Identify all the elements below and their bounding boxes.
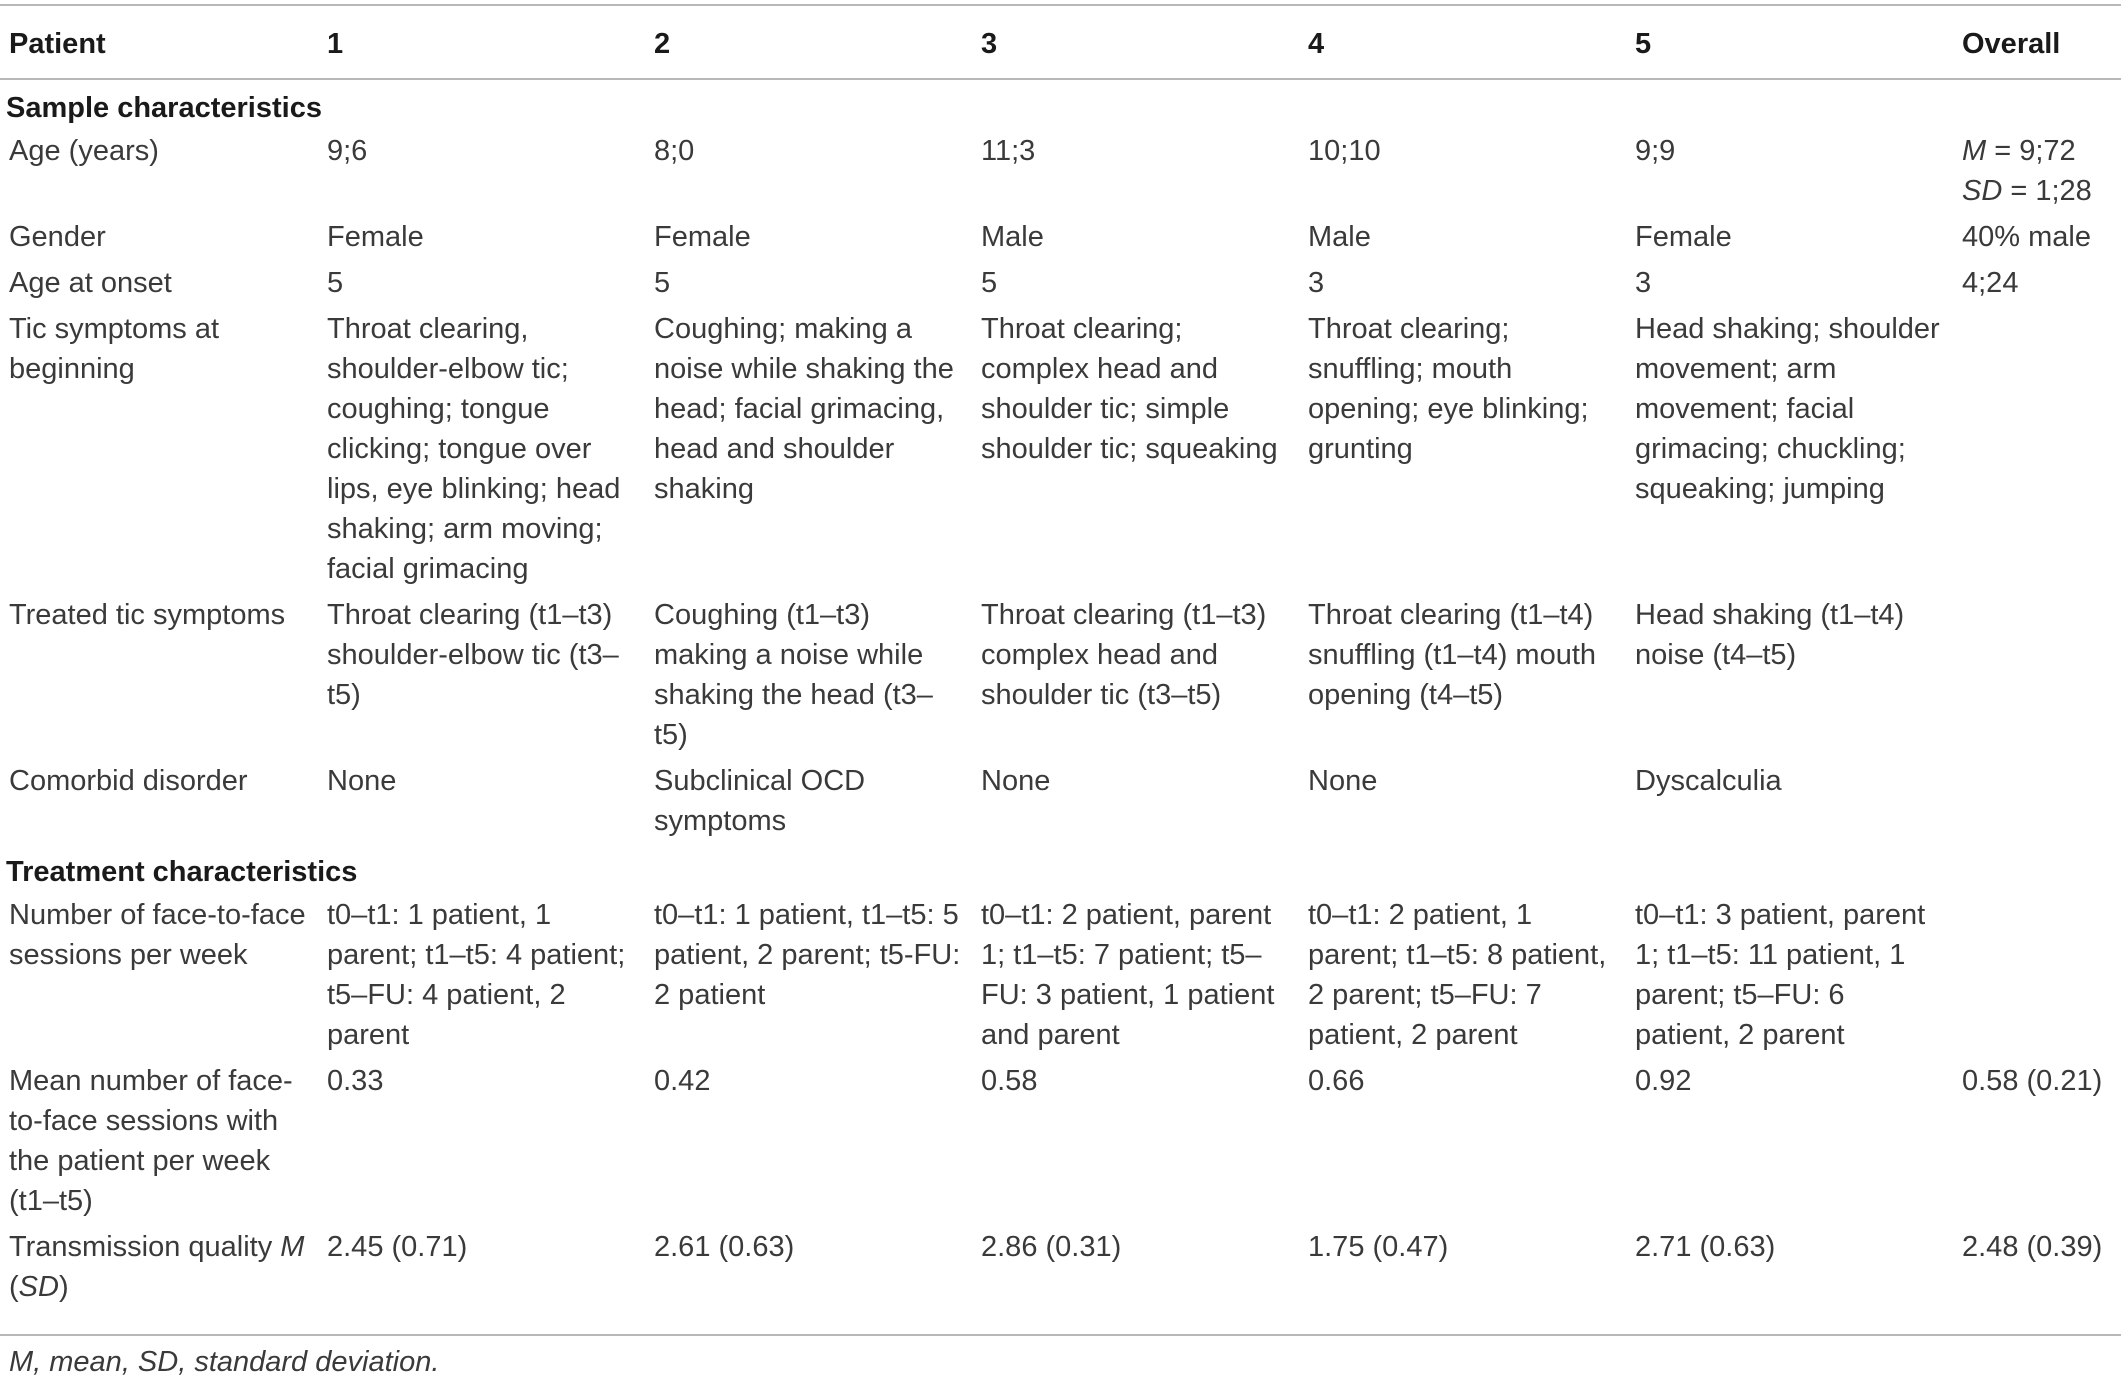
- table-cell: 3: [1308, 267, 1325, 299]
- header-overall: Overall: [1962, 28, 2061, 60]
- overall-cell: 40% male: [1962, 221, 2091, 253]
- table-cell: Male: [1308, 221, 1371, 253]
- sd-symbol: SD: [18, 1271, 59, 1303]
- header-patient: Patient: [9, 28, 106, 60]
- table-row: [0, 260, 2121, 306]
- row-label: Age (years): [9, 135, 159, 167]
- table-cell: 0.58: [981, 1065, 1038, 1097]
- table-cell: 5: [654, 267, 671, 299]
- overall-sd-line: [1962, 171, 2115, 211]
- table-header-row: [0, 5, 2121, 79]
- table-cell: t0–t1: 1 patient, 1 parent; t1–t5: 4 patient; t5–FU: 4 patient, 2 parent: [327, 899, 626, 1051]
- table-cell: 2.86 (0.31): [981, 1231, 1122, 1263]
- row-label: [0, 1224, 327, 1310]
- mean-value: = 9;72: [1986, 135, 2076, 167]
- label-text: Transmission quality: [9, 1231, 281, 1263]
- header-patient-2: 2: [654, 28, 671, 60]
- header-patient-5: 5: [1635, 28, 1652, 60]
- table-cell: t0–t1: 3 patient, parent 1; t1–t5: 11 patient, 1 parent; t5–FU: 6 patient, 2 parent: [1635, 899, 1926, 1051]
- sd-symbol: SD: [1962, 175, 2003, 207]
- table-cell: t0–t1: 2 patient, parent 1; t1–t5: 7 patient; t5–FU: 3 patient, 1 patient and parent: [981, 899, 1275, 1051]
- header-patient-1: 1: [327, 28, 344, 60]
- table-cell: 0.33: [327, 1065, 384, 1097]
- table-cell: Head shaking; shoulder movement; arm movement; facial grimacing; chuckling; squeaking; jumping: [1635, 313, 1940, 505]
- table-cell: Female: [1635, 221, 1732, 253]
- table-cell: 2.45 (0.71): [327, 1231, 468, 1263]
- table-row: [0, 128, 2121, 214]
- label-text: (: [9, 1271, 19, 1303]
- table-cell: 0.66: [1308, 1065, 1365, 1097]
- overall-cell: [1962, 306, 2121, 592]
- row-label: Treated tic symptoms: [9, 599, 286, 631]
- overall-cell: [1962, 892, 2121, 1058]
- table-cell: Throat clearing (t1–t4) snuffling (t1–t4) mouth opening (t4–t5): [1308, 599, 1597, 711]
- table-row: [0, 592, 2121, 758]
- table-cell: Throat clearing, shoulder-elbow tic; coughing; tongue clicking; tongue over lips, eye blinking; head shaking; arm moving; facial grimacing: [327, 313, 621, 585]
- overall-mean-line: [1962, 131, 2115, 171]
- table-cell: 0.92: [1635, 1065, 1692, 1097]
- mean-symbol: M: [1962, 135, 1987, 167]
- section-row-sample: [0, 79, 2121, 128]
- table-row: [0, 1224, 2121, 1310]
- overall-cell: 4;24: [1962, 267, 2019, 299]
- table-cell: 8;0: [654, 135, 695, 167]
- row-label: Mean number of face-to-face sessions with the patient per week (t1–t5): [9, 1065, 293, 1217]
- row-label: Age at onset: [9, 267, 172, 299]
- overall-cell: [1962, 758, 2121, 844]
- table-cell: Head shaking (t1–t4) noise (t4–t5): [1635, 599, 1905, 671]
- table-cell: 2.71 (0.63): [1635, 1231, 1776, 1263]
- overall-cell: 2.48 (0.39): [1962, 1231, 2103, 1263]
- table-cell: Female: [654, 221, 751, 253]
- table-cell: Coughing; making a noise while shaking the head; facial grimacing, head and shoulder shaking: [654, 313, 954, 505]
- table-cell: None: [327, 765, 397, 797]
- table-cell: Female: [327, 221, 424, 253]
- mean-symbol: M: [280, 1231, 305, 1263]
- overall-cell: [1962, 128, 2121, 214]
- table-cell: 5: [327, 267, 344, 299]
- table-cell: Throat clearing (t1–t3) complex head and shoulder tic (t3–t5): [981, 599, 1267, 711]
- table-cell: 0.42: [654, 1065, 711, 1097]
- overall-cell: 0.58 (0.21): [1962, 1065, 2103, 1097]
- table-cell: Throat clearing; complex head and shoulder tic; simple shoulder tic; squeaking: [981, 313, 1278, 465]
- section-row-treatment: [0, 844, 2121, 892]
- table-cell: Dyscalculia: [1635, 765, 1782, 797]
- table-cell: 11;3: [981, 135, 1036, 167]
- table-cell: Throat clearing; snuffling; mouth opening; eye blinking; grunting: [1308, 313, 1589, 465]
- overall-cell: [1962, 592, 2121, 758]
- row-label: Gender: [9, 221, 106, 253]
- table-cell: 10;10: [1308, 135, 1381, 167]
- row-label: Comorbid disorder: [9, 765, 248, 797]
- section-title: Sample characteristics: [6, 92, 322, 124]
- table-cell: 9;6: [327, 135, 368, 167]
- sd-value: = 1;28: [2002, 175, 2092, 207]
- table-cell: t0–t1: 2 patient, 1 parent; t1–t5: 8 patient, 2 parent; t5–FU: 7 patient, 2 parent: [1308, 899, 1607, 1051]
- table-cell: 3: [1635, 267, 1652, 299]
- table-cell: 5: [981, 267, 998, 299]
- table-row: [0, 758, 2121, 844]
- table-cell: Coughing (t1–t3) making a noise while shaking the head (t3–t5): [654, 599, 933, 751]
- table-cell: 1.75 (0.47): [1308, 1231, 1449, 1263]
- patient-characteristics-table: [0, 4, 2121, 1310]
- table-cell: None: [1308, 765, 1378, 797]
- table-cell: Subclinical OCD symptoms: [654, 765, 866, 837]
- table-cell: None: [981, 765, 1051, 797]
- table-cell: Male: [981, 221, 1044, 253]
- row-label: Number of face-to-face sessions per week: [9, 899, 306, 971]
- table-footnote: M, mean, SD, standard deviation.: [9, 1346, 440, 1378]
- table-row: [0, 214, 2121, 260]
- section-title: Treatment characteristics: [6, 856, 358, 888]
- header-patient-3: 3: [981, 28, 998, 60]
- table-cell: Throat clearing (t1–t3) shoulder-elbow tic (t3–t5): [327, 599, 619, 711]
- table-row: [0, 892, 2121, 1058]
- table-row: [0, 1058, 2121, 1224]
- header-patient-4: 4: [1308, 28, 1325, 60]
- table-row: [0, 306, 2121, 592]
- table-bottom-rule: [0, 1334, 2121, 1336]
- table-cell: 2.61 (0.63): [654, 1231, 795, 1263]
- table-cell: t0–t1: 1 patient, t1–t5: 5 patient, 2 parent; t5-FU: 2 patient: [654, 899, 961, 1011]
- table-cell: 9;9: [1635, 135, 1676, 167]
- row-label: Tic symptoms at beginning: [9, 313, 220, 385]
- label-text: ): [58, 1271, 69, 1303]
